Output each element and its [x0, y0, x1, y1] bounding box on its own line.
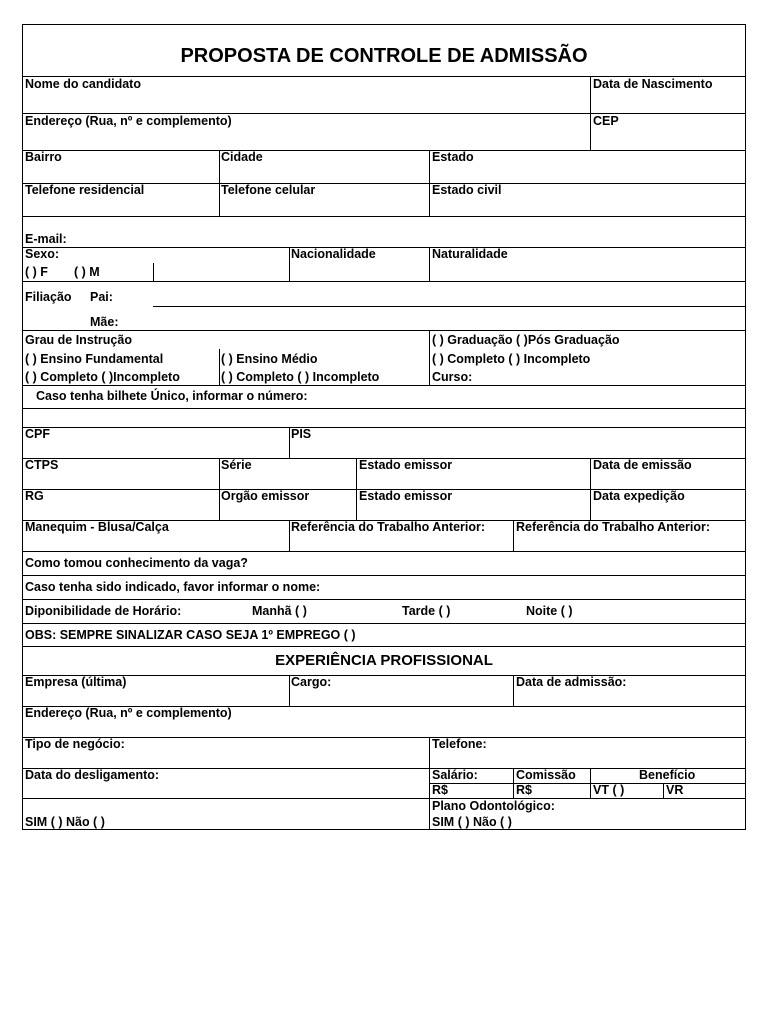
divider	[23, 408, 745, 409]
divider	[513, 520, 514, 551]
company-field[interactable]: Empresa (última)	[25, 675, 127, 689]
divider	[289, 675, 290, 706]
role-field[interactable]: Cargo:	[291, 675, 332, 689]
divider	[153, 263, 154, 281]
divider	[23, 575, 745, 576]
cpf-field[interactable]: CPF	[25, 427, 50, 441]
commission-field[interactable]: R$	[516, 783, 532, 797]
father-line[interactable]	[153, 306, 745, 307]
ticket-label: Caso tenha bilhete Único, informar o número:	[36, 389, 308, 403]
morning-option[interactable]: Manhã ( )	[252, 604, 307, 618]
divider	[513, 675, 514, 706]
divider	[23, 247, 745, 248]
divider	[23, 646, 745, 647]
experience-address-field[interactable]: Endereço (Rua, nº e complemento)	[25, 706, 232, 720]
divider	[23, 737, 745, 738]
email-field[interactable]: E-mail:	[25, 232, 67, 246]
cell-phone-field[interactable]: Telefone celular	[221, 183, 316, 197]
graduation-status[interactable]: ( ) Completo ( ) Incompleto	[432, 352, 591, 366]
rg-field[interactable]: RG	[25, 489, 44, 503]
father-label: Pai:	[90, 290, 113, 304]
experience-header: EXPERIÊNCIA PROFISSIONAL	[275, 652, 493, 669]
vt-option[interactable]: VT ( )	[593, 783, 625, 797]
ctps-issue-date-field[interactable]: Data de emissão	[593, 458, 692, 472]
divider	[23, 551, 745, 552]
divider	[429, 247, 430, 281]
divider	[289, 247, 290, 281]
rg-issue-date-field[interactable]: Data expedição	[593, 489, 685, 503]
dental-sim-nao-option[interactable]: SIM ( ) Não ( )	[432, 815, 512, 829]
divider	[289, 520, 290, 551]
neighborhood-field[interactable]: Bairro	[25, 150, 62, 164]
nationality-field[interactable]: Nacionalidade	[291, 247, 376, 261]
cep-field[interactable]: CEP	[593, 114, 619, 128]
rg-state-issuer-field[interactable]: Estado emissor	[359, 489, 453, 503]
salary-field[interactable]: R$	[432, 783, 448, 797]
divider	[23, 385, 745, 386]
admission-form	[22, 24, 746, 830]
divider	[663, 783, 664, 798]
organ-issuer-field[interactable]: Orgão emissor	[221, 489, 310, 503]
reference-2-field[interactable]: Referência do Trabalho Anterior:	[516, 520, 711, 534]
indicated-field[interactable]: Caso tenha sido indicado, favor informar o nome:	[25, 580, 321, 594]
business-type-field[interactable]: Tipo de negócio:	[25, 737, 125, 751]
state-field[interactable]: Estado	[432, 150, 474, 164]
night-option[interactable]: Noite ( )	[526, 604, 573, 618]
divider	[23, 281, 745, 282]
divider	[23, 330, 745, 331]
sex-female-option[interactable]: ( ) F	[25, 265, 48, 279]
divider	[23, 798, 745, 799]
course-field[interactable]: Curso:	[432, 370, 473, 384]
vr-option[interactable]: VR	[666, 783, 684, 797]
manequim-field[interactable]: Manequim - Blusa/Calça	[25, 520, 169, 534]
fundamental-status[interactable]: ( ) Completo ( )Incompleto	[25, 370, 180, 384]
ctps-field[interactable]: CTPS	[25, 458, 59, 472]
divider	[219, 349, 220, 385]
first-job-option[interactable]: OBS: SEMPRE SINALIZAR CASO SEJA 1º EMPREGO ( )	[25, 628, 356, 642]
admission-date-field[interactable]: Data de admissão:	[516, 675, 627, 689]
pis-field[interactable]: PIS	[291, 427, 312, 441]
salary-label: Salário:	[432, 768, 478, 782]
city-field[interactable]: Cidade	[221, 150, 263, 164]
home-phone-field[interactable]: Telefone residencial	[25, 183, 145, 197]
experience-phone-field[interactable]: Telefone:	[432, 737, 487, 751]
filiation-label: Filiação	[25, 290, 72, 304]
divider	[23, 599, 745, 600]
address-field[interactable]: Endereço (Rua, nº e complemento)	[25, 114, 232, 128]
candidate-name-field[interactable]: Nome do candidato	[25, 77, 141, 91]
medio-option[interactable]: ( ) Ensino Médio	[221, 352, 318, 366]
mother-label: Mãe:	[90, 315, 119, 329]
how-found-field[interactable]: Como tomou conhecimento da vaga?	[25, 556, 248, 570]
dismissal-date-field[interactable]: Data do desligamento:	[25, 768, 160, 782]
medio-status[interactable]: ( ) Completo ( ) Incompleto	[221, 370, 380, 384]
sex-male-option[interactable]: ( ) M	[74, 265, 100, 279]
marital-status-field[interactable]: Estado civil	[432, 183, 502, 197]
divider	[23, 623, 745, 624]
form-title: PROPOSTA DE CONTROLE DE ADMISSÃO	[180, 45, 588, 67]
dental-plan-label: Plano Odontológico:	[432, 799, 555, 813]
fundamental-option[interactable]: ( ) Ensino Fundamental	[25, 352, 164, 366]
education-label: Grau de Instrução	[25, 333, 132, 347]
sim-nao-option[interactable]: SIM ( ) Não ( )	[25, 815, 105, 829]
availability-label: Diponibilidade de Horário:	[25, 604, 182, 618]
serie-field[interactable]: Série	[221, 458, 252, 472]
graduation-option[interactable]: ( ) Graduação ( )Pós Graduação	[432, 333, 620, 347]
commission-label: Comissão	[516, 768, 576, 782]
divider	[23, 150, 745, 151]
divider	[289, 427, 290, 458]
sex-label: Sexo:	[25, 247, 60, 261]
divider	[23, 675, 745, 676]
divider	[429, 330, 430, 385]
benefit-label: Benefício	[639, 768, 696, 782]
divider	[429, 783, 745, 784]
divider	[23, 216, 745, 217]
reference-1-field[interactable]: Referência do Trabalho Anterior:	[291, 520, 486, 534]
divider	[23, 427, 745, 428]
birth-date-field[interactable]: Data de Nascimento	[593, 77, 713, 91]
birthplace-field[interactable]: Naturalidade	[432, 247, 508, 261]
ctps-state-issuer-field[interactable]: Estado emissor	[359, 458, 453, 472]
afternoon-option[interactable]: Tarde ( )	[402, 604, 451, 618]
